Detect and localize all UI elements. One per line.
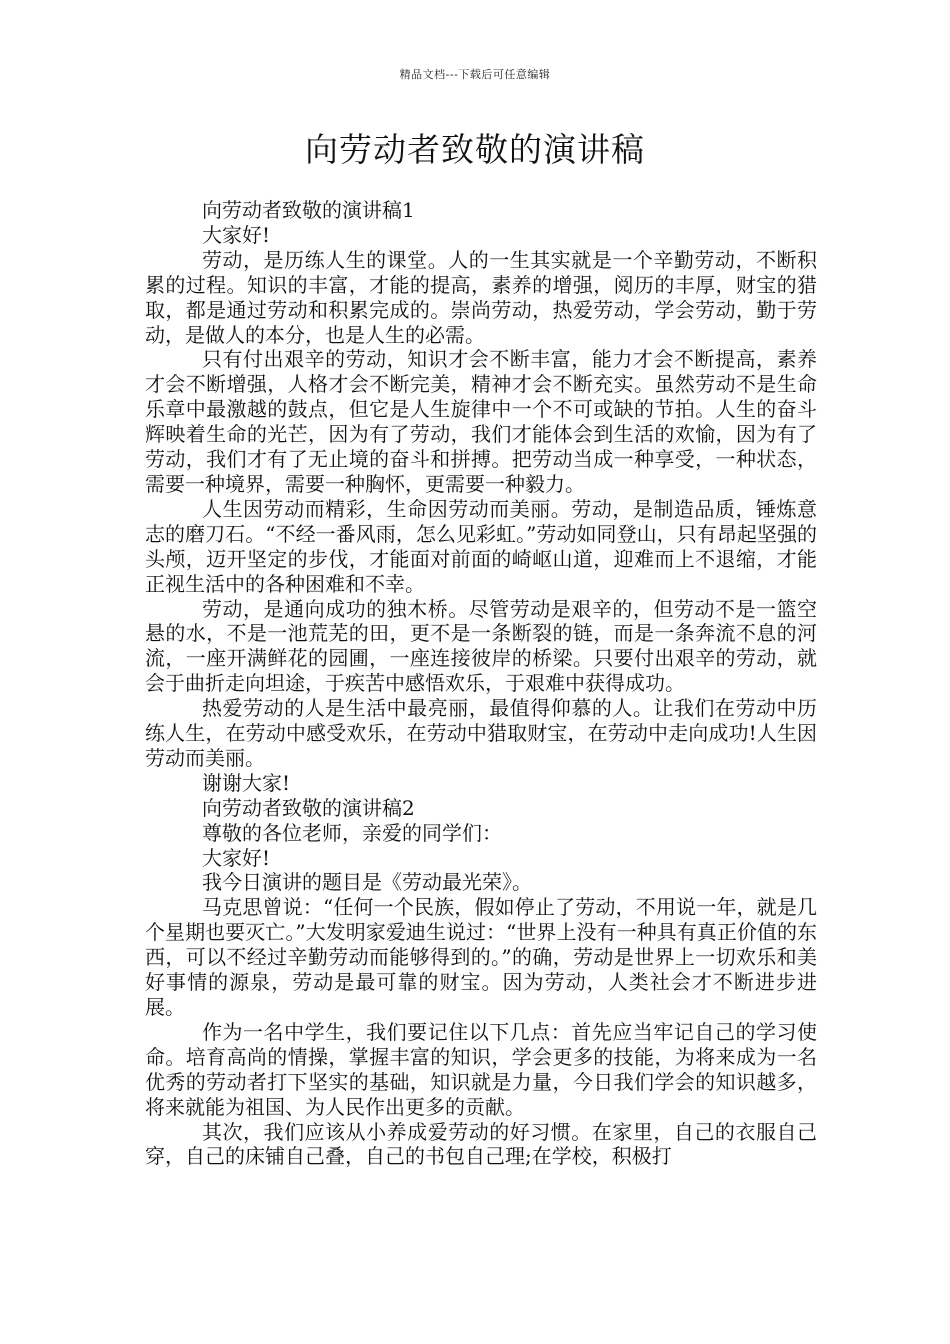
paragraph: 只有付出艰辛的劳动，知识才会不断丰富，能力才会不断提高，素养才会不断增强，人格才会不断完美，精神才会不断充实。虽然劳动不是生命乐章中最激越的鼓点，但它是人生旋律中一个不可或缺的节拍。人生的奋斗辉映着生命的光芒，因为有了劳动，我们才能体会到生活的欢愉，因为有了劳动，我们才有了无止境的奋斗和拼搏。把劳动当成一种享受，一种状态，需要一种境界，需要一种胸怀，更需要一种毅力。 [145, 347, 817, 496]
paragraph: 其次，我们应该从小养成爱劳动的好习惯。在家里，自己的衣服自己穿，自己的床铺自己叠，自己的书包自己理;在学校，积极打 [145, 1119, 817, 1169]
paragraph: 大家好! [202, 845, 271, 870]
paragraph: 向劳动者致敬的演讲稿2 [202, 795, 415, 820]
paragraph: 马克思曾说：“任何一个民族，假如停止了劳动，不用说一年，就是几个星期也要灭亡。”大发明家爱迪生说过：“世界上没有一种具有真正价值的东西，可以不经过辛勤劳动而能够得到的。”的确，劳动是世界上一切欢乐和美好事情的源泉，劳动是最可靠的财宝。因为劳动，人类社会才不断进步进展。 [145, 895, 817, 1019]
paragraph: 谢谢大家! [202, 770, 291, 795]
paragraph: 我今日演讲的题目是《劳动最光荣》。 [202, 870, 532, 895]
paragraph: 劳动，是通向成功的独木桥。尽管劳动是艰辛的，但劳动不是一篮空悬的水，不是一池荒芜的田，更不是一条断裂的链，而是一条奔流不息的河流，一座开满鲜花的园圃，一座连接彼岸的桥梁。只要付出艰辛的劳动，就会于曲折走向坦途，于疾苦中感悟欢乐，于艰难中获得成功。 [145, 596, 817, 696]
header-note: 精品文档---下载后可任意编辑 [399, 68, 551, 81]
document-title: 向劳动者致敬的演讲稿 [305, 130, 645, 169]
document-body [145, 198, 817, 1169]
paragraph: 大家好! [202, 222, 271, 247]
paragraph: 作为一名中学生，我们要记住以下几点：首先应当牢记自己的学习使命。培育高尚的情操，掌握丰富的知识，学会更多的技能，为将来成为一名优秀的劳动者打下坚实的基础，知识就是力量，今日我们学会的知识越多，将来就能为祖国、为人民作出更多的贡献。 [145, 1019, 817, 1119]
paragraph: 尊敬的各位老师，亲爱的同学们： [202, 820, 502, 845]
paragraph: 劳动，是历练人生的课堂。人的一生其实就是一个辛勤劳动，不断积累的过程。知识的丰富，才能的提高，素养的增强，阅历的丰厚，财宝的猎取，都是通过劳动和积累完成的。崇尚劳动，热爱劳动，学会劳动，勤于劳动，是做人的本分，也是人生的必需。 [145, 247, 817, 347]
paragraph: 人生因劳动而精彩，生命因劳动而美丽。劳动，是制造品质，锤炼意志的磨刀石。“不经一番风雨，怎么见彩虹。”劳动如同登山，只有昂起坚强的头颅，迈开坚定的步伐，才能面对前面的崎岖山道，迎难而上不退缩，才能正视生活中的各种困难和不幸。 [145, 496, 817, 596]
paragraph: 向劳动者致敬的演讲稿1 [202, 198, 415, 222]
paragraph: 热爱劳动的人是生活中最亮丽，最值得仰慕的人。让我们在劳动中历练人生，在劳动中感受欢乐，在劳动中猎取财宝，在劳动中走向成功!人生因劳动而美丽。 [145, 696, 817, 770]
